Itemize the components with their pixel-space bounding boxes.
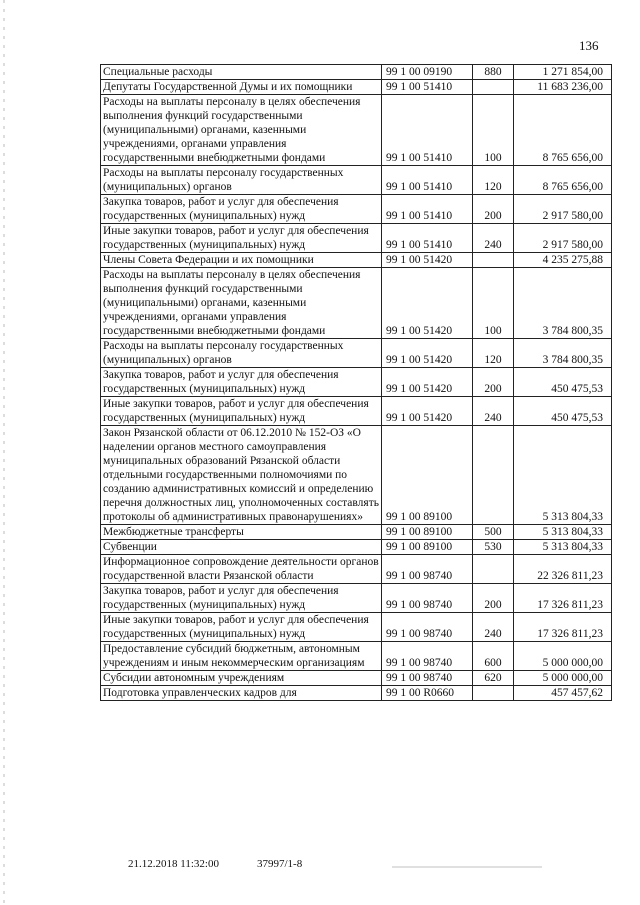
row-csr-cell: 99 1 00 51420 bbox=[382, 339, 473, 368]
row-sum-cell: 457 457,62 bbox=[514, 686, 612, 701]
row-vr-cell: 620 bbox=[473, 671, 514, 686]
row-sum-cell: 5 313 804,33 bbox=[514, 426, 612, 525]
scan-smudge bbox=[392, 866, 542, 868]
row-name-cell: Закупка товаров, работ и услуг для обеспечения государственных (муниципальных) нужд bbox=[101, 368, 382, 397]
row-csr-cell: 99 1 00 89100 bbox=[382, 540, 473, 555]
row-csr-cell: 99 1 00 51420 bbox=[382, 268, 473, 339]
row-name-cell: Иные закупки товаров, работ и услуг для обеспечения государственных (муниципальных) нужд bbox=[101, 224, 382, 253]
table-row bbox=[101, 642, 612, 671]
table-row bbox=[101, 253, 612, 268]
table-row bbox=[101, 555, 612, 584]
table-row bbox=[101, 584, 612, 613]
row-name-cell: Расходы на выплаты персоналу государственных (муниципальных) органов bbox=[101, 339, 382, 368]
budget-table bbox=[100, 64, 612, 701]
footer-document-id: 37997/1-8 bbox=[257, 858, 303, 870]
row-csr-cell: 99 1 00 51410 bbox=[382, 195, 473, 224]
table-row bbox=[101, 65, 612, 80]
row-vr-cell bbox=[473, 686, 514, 701]
row-name-cell: Расходы на выплаты персоналу государственных (муниципальных) органов bbox=[101, 166, 382, 195]
row-sum-cell: 1 271 854,00 bbox=[514, 65, 612, 80]
row-vr-cell bbox=[473, 80, 514, 95]
row-sum-cell: 2 917 580,00 bbox=[514, 195, 612, 224]
row-sum-cell: 5 000 000,00 bbox=[514, 642, 612, 671]
row-name-cell: Субсидии автономным учреждениям bbox=[101, 671, 382, 686]
table-row bbox=[101, 368, 612, 397]
row-csr-cell: 99 1 00 98740 bbox=[382, 671, 473, 686]
row-csr-cell: 99 1 00 51410 bbox=[382, 166, 473, 195]
row-vr-cell: 600 bbox=[473, 642, 514, 671]
table-row bbox=[101, 339, 612, 368]
row-vr-cell: 100 bbox=[473, 95, 514, 166]
row-sum-cell: 8 765 656,00 bbox=[514, 95, 612, 166]
row-name-cell: Межбюджетные трансферты bbox=[101, 525, 382, 540]
row-csr-cell: 99 1 00 R0660 bbox=[382, 686, 473, 701]
table-row bbox=[101, 525, 612, 540]
row-vr-cell: 240 bbox=[473, 224, 514, 253]
row-sum-cell: 17 326 811,23 bbox=[514, 584, 612, 613]
row-vr-cell: 240 bbox=[473, 613, 514, 642]
row-sum-cell: 450 475,53 bbox=[514, 368, 612, 397]
table-row bbox=[101, 397, 612, 426]
row-csr-cell: 99 1 00 98740 bbox=[382, 555, 473, 584]
row-name-cell: Специальные расходы bbox=[101, 65, 382, 80]
row-csr-cell: 99 1 00 98740 bbox=[382, 642, 473, 671]
row-csr-cell: 99 1 00 51420 bbox=[382, 368, 473, 397]
row-name-cell: Иные закупки товаров, работ и услуг для обеспечения государственных (муниципальных) нужд bbox=[101, 613, 382, 642]
table-row bbox=[101, 686, 612, 701]
row-csr-cell: 99 1 00 89100 bbox=[382, 426, 473, 525]
row-name-cell: Подготовка управленческих кадров для bbox=[101, 686, 382, 701]
row-name-cell: Предоставление субсидий бюджетным, автономным учреждениям и иным некоммерческим организациям bbox=[101, 642, 382, 671]
table-row bbox=[101, 426, 612, 525]
row-vr-cell: 100 bbox=[473, 268, 514, 339]
table-row bbox=[101, 671, 612, 686]
row-sum-cell: 5 313 804,33 bbox=[514, 525, 612, 540]
row-sum-cell: 3 784 800,35 bbox=[514, 339, 612, 368]
row-vr-cell: 200 bbox=[473, 584, 514, 613]
row-csr-cell: 99 1 00 09190 bbox=[382, 65, 473, 80]
table-row bbox=[101, 195, 612, 224]
row-name-cell: Иные закупки товаров, работ и услуг для обеспечения государственных (муниципальных) нужд bbox=[101, 397, 382, 426]
row-sum-cell: 17 326 811,23 bbox=[514, 613, 612, 642]
row-csr-cell: 99 1 00 51410 bbox=[382, 95, 473, 166]
row-sum-cell: 3 784 800,35 bbox=[514, 268, 612, 339]
row-vr-cell bbox=[473, 253, 514, 268]
table-row bbox=[101, 80, 612, 95]
table-row bbox=[101, 224, 612, 253]
row-vr-cell bbox=[473, 426, 514, 525]
row-sum-cell: 8 765 656,00 bbox=[514, 166, 612, 195]
budget-table-body bbox=[101, 65, 612, 701]
row-sum-cell: 4 235 275,88 bbox=[514, 253, 612, 268]
row-vr-cell: 880 bbox=[473, 65, 514, 80]
row-csr-cell: 99 1 00 51420 bbox=[382, 397, 473, 426]
table-row bbox=[101, 613, 612, 642]
row-vr-cell: 530 bbox=[473, 540, 514, 555]
table-row bbox=[101, 95, 612, 166]
table-row bbox=[101, 166, 612, 195]
row-name-cell: Расходы на выплаты персоналу в целях обеспечения выполнения функций государственными (муниципальными) органами, казенными учреждениями, органами управления государственными внебюджетными фондами bbox=[101, 268, 382, 339]
row-sum-cell: 5 000 000,00 bbox=[514, 671, 612, 686]
scan-edge-artifact bbox=[3, 0, 5, 905]
row-name-cell: Закон Рязанской области от 06.12.2010 № 152-ОЗ «О наделении органов местного самоуправления муниципальных образований Рязанской области отдельными государственными полномочиями по созданию административных комиссий и определению перечня должностных лиц, уполномоченных составлять протоколы об административных правонарушениях» bbox=[101, 426, 382, 525]
page-number: 136 bbox=[579, 38, 599, 53]
table-row bbox=[101, 268, 612, 339]
row-vr-cell: 200 bbox=[473, 368, 514, 397]
row-csr-cell: 99 1 00 98740 bbox=[382, 613, 473, 642]
row-name-cell: Депутаты Государственной Думы и их помощники bbox=[101, 80, 382, 95]
row-vr-cell: 240 bbox=[473, 397, 514, 426]
row-name-cell: Закупка товаров, работ и услуг для обеспечения государственных (муниципальных) нужд bbox=[101, 584, 382, 613]
row-sum-cell: 450 475,53 bbox=[514, 397, 612, 426]
row-csr-cell: 99 1 00 51410 bbox=[382, 224, 473, 253]
row-sum-cell: 22 326 811,23 bbox=[514, 555, 612, 584]
row-vr-cell bbox=[473, 555, 514, 584]
row-name-cell: Расходы на выплаты персоналу в целях обеспечения выполнения функций государственными (муниципальными) органами, казенными учреждениями, органами управления государственными внебюджетными фондами bbox=[101, 95, 382, 166]
row-csr-cell: 99 1 00 51420 bbox=[382, 253, 473, 268]
row-vr-cell: 120 bbox=[473, 166, 514, 195]
row-name-cell: Закупка товаров, работ и услуг для обеспечения государственных (муниципальных) нужд bbox=[101, 195, 382, 224]
row-vr-cell: 120 bbox=[473, 339, 514, 368]
row-sum-cell: 11 683 236,00 bbox=[514, 80, 612, 95]
row-sum-cell: 5 313 804,33 bbox=[514, 540, 612, 555]
row-csr-cell: 99 1 00 98740 bbox=[382, 584, 473, 613]
row-name-cell: Субвенции bbox=[101, 540, 382, 555]
row-csr-cell: 99 1 00 51410 bbox=[382, 80, 473, 95]
row-name-cell: Информационное сопровождение деятельности органов государственной власти Рязанской области bbox=[101, 555, 382, 584]
row-vr-cell: 200 bbox=[473, 195, 514, 224]
row-name-cell: Члены Совета Федерации и их помощники bbox=[101, 253, 382, 268]
row-sum-cell: 2 917 580,00 bbox=[514, 224, 612, 253]
table-row bbox=[101, 540, 612, 555]
row-vr-cell: 500 bbox=[473, 525, 514, 540]
footer-datetime: 21.12.2018 11:32:00 bbox=[128, 858, 219, 870]
row-csr-cell: 99 1 00 89100 bbox=[382, 525, 473, 540]
